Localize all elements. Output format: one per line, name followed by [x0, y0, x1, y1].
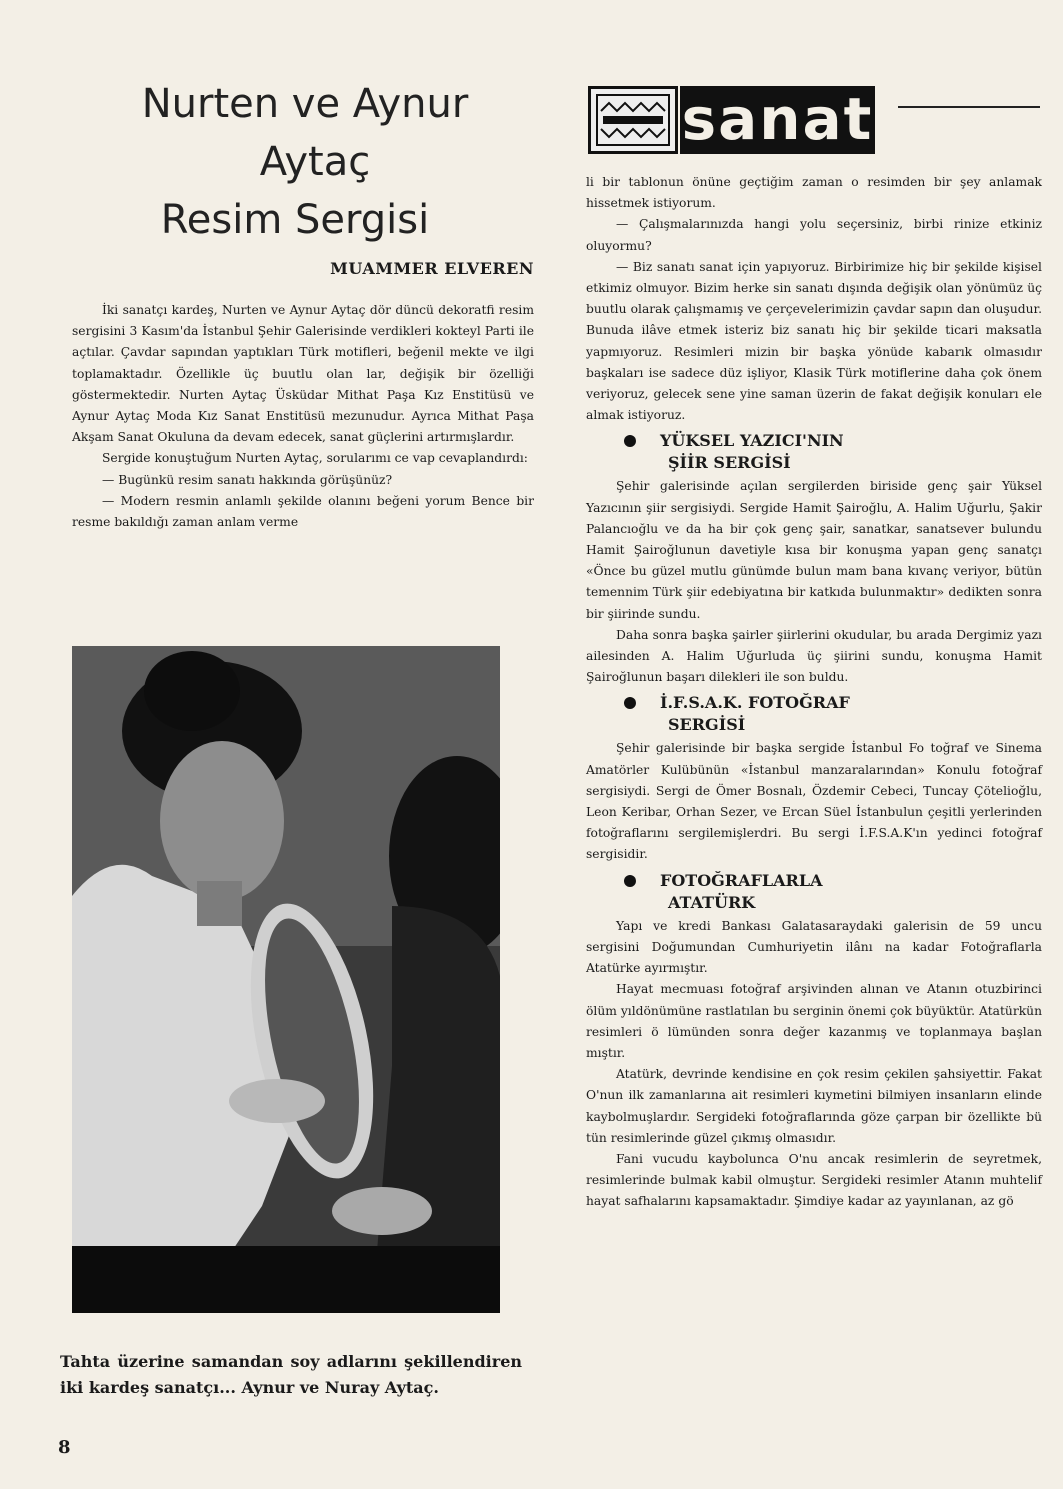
- article-title: [90, 75, 540, 249]
- paragraph: — Bugünkü resim sanatı hakkında görüşünüz?: [102, 472, 393, 487]
- paragraph: Şehir galerisinde açılan sergilerden biriside genç şair Yüksel Yazıcının şiir sergisiydi. Sergide Hamit Şairoğlu, A. Halim Uğurlu, Şakir Palancıoğlu ve da ha bir çok genç şair, sanatkar, sanatsever bulundu Hamit Şairoğlunun davetiyle kısa bir konuşma yapan genç sanatçı «Önce bu güzel mutlu günümde bulun mam bana kıvanç veriyor, bütün temennim Türk şiir edebiyatına bir katkıda bulunmaktır» dedikten sonra bir şiirinde sundu.: [586, 479, 1042, 621]
- paragraph: Yapı ve kredi Bankası Galatasaraydaki galerisin de 59 uncu sergisini Doğumundan Cumhuriyetin ilânı na kadar Fotoğraflarla Atatürke ayırmıştır.: [586, 918, 1042, 976]
- section-heading: İ.F.S.A.K. FOTOĞRAF SERGİSİ: [586, 692, 1042, 736]
- bullet-icon: [624, 435, 636, 447]
- section-label: sanat: [681, 85, 874, 153]
- paragraph: Şehir galerisinde bir başka sergide İstanbul Fo toğraf ve Sinema Amatörler Kulübünün «İstanbul manzaralarından» Konulu fotoğraf sergisiydi. Sergi de Ömer Bosnalı, Özdemir Cebeci, Tuncay Çötelioğlu, Leon Keribar, Orhan Sezer, ve Ercan Süel İstanbulun çeşitli yerlerinden fotoğraflarını sergilemişlerdri. Bu sergi İ.F.S.A.K'ın yedinci fotoğraf sergisidir.: [586, 741, 1042, 862]
- right-column-text: [586, 172, 1042, 1213]
- paragraph: — Biz sanatı sanat için yapıyoruz. Birbirimize hiç bir şekilde kişisel etkimiz olmuyor. Bizim herke sin sanatı dışında değişik olan yönümüz üç buutlu olarak çalışmamış ve çerçevelerimizin çavdar sapın dan oluşudur. Bunuda ilâve etmek isteriz biz sanatı hiç bir şekilde ticari maksatla yapmıyoruz. Resimleri mizin bir başka yönüde kabarık olmasıdır başkaları ise sadece düz işliyor, Klasik Türk motiflerine daha çok önem veriyoruz, gelecek sene yine saman üzerin de fakat değişik konuları ele almak istiyoruz.: [586, 259, 1042, 423]
- paragraph: Daha sonra başka şairler şiirlerini okudular, bu arada Dergimiz yazı ailesinden A. Halim Uğurluda üç şiirini sundu, konuşma Hamit Şairoğlunun başarı dilekleri ile son buldu.: [586, 627, 1042, 685]
- section-header-sanat: [588, 86, 875, 154]
- paragraph: Sergide konuştuğum Nurten Aytaç, sorularımı ce vap cevaplandırdı:: [102, 451, 528, 466]
- paragraph: li bir tablonun önüne geçtiğim zaman o resimden bir şey anlamak hissetmek istiyorum.: [586, 175, 1042, 211]
- title-line-3: Resim Sergisi: [160, 197, 430, 243]
- left-column-text: [72, 300, 534, 533]
- decorative-pattern-icon: [588, 86, 678, 154]
- photo-caption: Tahta üzerine samandan soy adlarını şekillendiren iki kardeş sanatçı... Aynur ve Nuray Aytaç.: [60, 1352, 522, 1397]
- photo-two-sisters: [72, 646, 500, 1313]
- paragraph: İki sanatçı kardeş, Nurten ve Aynur Aytaç dör düncü dekoratfi resim sergisini 3 Kasım'da İstanbul Şehir Galerisinde verdikleri kokteyl Parti ile açtılar. Çavdar sapından yaptıkları Türk motifleri, beğenil mekte ve ilgi toplamaktadır. Özellikle üç buutlu olan lar, değişik bir özelliği göstermektedir. Nurten Aytaç Üsküdar Mithat Paşa Kız Enstitüsü ve Aynur Aytaç Moda Kız Sanat Enstitüsü mezunudur. Ayrıca Mithat Paşa Akşam Sanat Okuluna da devam edecek, sanat güçlerini artırmışlardır.: [72, 303, 534, 445]
- section-heading: YÜKSEL YAZICI'NIN ŞİİR SERGİSİ: [586, 430, 1042, 474]
- page-number: 8: [58, 1437, 71, 1458]
- bullet-icon: [624, 875, 636, 887]
- paragraph: — Çalışmalarınızda hangi yolu seçersiniz, birbi rinize etkiniz oluyormu?: [586, 217, 1042, 253]
- title-line-1: Nurten ve Aynur: [141, 81, 469, 127]
- bullet-icon: [624, 697, 636, 709]
- section-heading: FOTOĞRAFLARLA ATATÜRK: [586, 870, 1042, 914]
- author-byline: MUAMMER ELVEREN: [330, 259, 534, 278]
- title-line-2: Aytaç: [259, 139, 371, 185]
- paragraph: Hayat mecmuası fotoğraf arşivinden alınan ve Atanın otuzbirinci ölüm yıldönümüne rastlatılan bu serginin önemi çok büyüktür. Atatürkün resimleri ö lümünden sonra değer kazanmış ve toplanmaya başlan mıştır.: [586, 982, 1042, 1060]
- paragraph: — Modern resmin anlamlı şekilde olanını beğeni yorum Bence bir resme bakıldığı zaman anlam verme: [72, 493, 534, 530]
- paragraph: Atatürk, devrinde kendisine en çok resim çekilen şahsiyettir. Fakat O'nun ilk zamanlarına ait resimleri kıymetini bilmiyen insanların elinde kaybolmuşlardır. Sergideki fotoğraflarında göze çarpan bir özellikte bü tün resimlerinde güzel çıkmış olmasıdır.: [586, 1067, 1042, 1145]
- paragraph: Fani vucudu kaybolunca O'nu ancak resimlerin de seyretmek, resimlerinde bulmak kabil olmuştur. Sergideki resimler Atanın muhtelif hayat safhalarını kapsamaktadır. Şimdiye kadar az yayınlanan, az gö: [586, 1151, 1042, 1209]
- header-rule: [898, 106, 1040, 108]
